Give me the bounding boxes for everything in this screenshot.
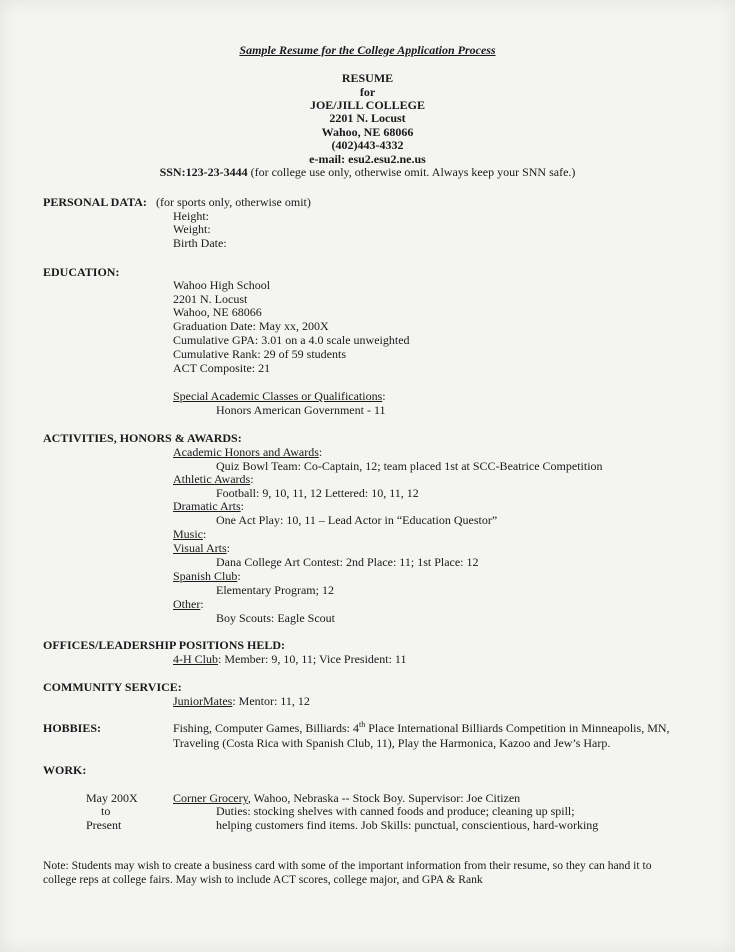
page-title: Sample Resume for the College Application Process bbox=[239, 43, 496, 57]
header-ssn-line bbox=[0, 165, 735, 179]
hobbies-sup: th bbox=[359, 720, 366, 729]
work-duties2: helping customers find items. Job Skills: punctual, conscientious, hard-working bbox=[216, 818, 599, 832]
personal-note: (for sports only, otherwise omit) bbox=[156, 195, 311, 209]
education-rank: Cumulative Rank: 29 of 59 students bbox=[173, 347, 346, 361]
club-label: 4-H Club bbox=[173, 652, 218, 666]
work-date-start: May 200X bbox=[86, 791, 138, 805]
education-heading: EDUCATION: bbox=[43, 265, 120, 279]
offices-row bbox=[173, 652, 406, 666]
spanish-colon: : bbox=[237, 569, 241, 583]
education-special-item: Honors American Government - 11 bbox=[216, 403, 386, 417]
club-item: : Member: 9, 10, 11; Vice President: 11 bbox=[218, 652, 407, 666]
academic-item: Quiz Bowl Team: Co-Captain, 12; team placed 1st at SCC-Beatrice Competition bbox=[216, 459, 603, 473]
education-addr2: Wahoo, NE 68066 bbox=[173, 305, 262, 319]
header-address2: Wahoo, NE 68066 bbox=[321, 125, 414, 139]
spanish-row bbox=[173, 569, 241, 583]
athletic-colon: : bbox=[250, 472, 254, 486]
personal-heading: PERSONAL DATA: bbox=[43, 195, 147, 209]
dramatic-row bbox=[173, 499, 244, 513]
work-date-to: to bbox=[101, 804, 111, 818]
header-email: e-mail: esu2.esu2.ne.us bbox=[309, 152, 426, 166]
other-colon: : bbox=[200, 597, 204, 611]
personal-birth: Birth Date: bbox=[173, 236, 227, 250]
dramatic-item: One Act Play: 10, 11 – Lead Actor in “Education Questor” bbox=[216, 513, 498, 527]
music-colon: : bbox=[203, 527, 207, 541]
note-line2: college reps at college fairs. May wish to include ACT scores, college major, and GPA & Rank bbox=[43, 873, 483, 886]
education-school: Wahoo High School bbox=[173, 278, 271, 292]
athletic-item: Football: 9, 10, 11, 12 Lettered: 10, 11, 12 bbox=[216, 486, 419, 500]
special-label: Special Academic Classes or Qualifications bbox=[173, 389, 383, 403]
other-row bbox=[173, 597, 204, 611]
hobbies-heading: HOBBIES: bbox=[43, 721, 102, 735]
spanish-item: Elementary Program; 12 bbox=[216, 583, 334, 597]
work-employer-line bbox=[173, 791, 520, 805]
work-heading: WORK: bbox=[43, 763, 87, 777]
athletic-label: Athletic Awards bbox=[173, 472, 251, 486]
visual-label: Visual Arts bbox=[173, 541, 227, 555]
dramatic-colon: : bbox=[240, 499, 244, 513]
offices-heading: OFFICES/LEADERSHIP POSITIONS HELD: bbox=[43, 638, 286, 652]
athletic-row bbox=[173, 472, 254, 486]
special-colon: : bbox=[382, 389, 386, 403]
hobbies-text-b: Place International Billiards Competition in Minneapolis, MN, bbox=[365, 721, 670, 735]
personal-height: Height: bbox=[173, 209, 209, 223]
ssn-note: (for college use only, otherwise omit. Always keep your SNN safe.) bbox=[247, 165, 576, 179]
activities-heading: ACTIVITIES, HONORS & AWARDS: bbox=[43, 431, 242, 445]
education-act: ACT Composite: 21 bbox=[173, 361, 271, 375]
other-item: Boy Scouts: Eagle Scout bbox=[216, 611, 335, 625]
education-addr1: 2201 N. Locust bbox=[173, 292, 248, 306]
academic-colon: : bbox=[318, 445, 323, 459]
visual-item: Dana College Art Contest: 2nd Place: 11; 1st Place: 12 bbox=[216, 555, 479, 569]
music-label: Music bbox=[173, 527, 203, 541]
education-grad: Graduation Date: May xx, 200X bbox=[173, 319, 329, 333]
music-row bbox=[173, 527, 206, 541]
work-employer: Corner Grocery bbox=[173, 791, 248, 805]
community-label: JuniorMates bbox=[173, 694, 233, 708]
other-label: Other bbox=[173, 597, 201, 611]
header-resume: RESUME bbox=[341, 71, 394, 85]
header-address1: 2201 N. Locust bbox=[329, 111, 406, 125]
hobbies-text-a: Fishing, Computer Games, Billiards: 4 bbox=[173, 721, 359, 735]
hobbies-line1 bbox=[173, 721, 670, 735]
education-special bbox=[173, 389, 386, 403]
note-line1: Note: Students may wish to create a business card with some of the important information from their resume, so they can hand it to bbox=[43, 859, 652, 872]
ssn-value: SSN:123-23-3444 bbox=[159, 165, 248, 179]
education-gpa: Cumulative GPA: 3.01 on a 4.0 scale unweighted bbox=[173, 333, 410, 347]
header-name: JOE/JILL COLLEGE bbox=[309, 98, 426, 112]
academic-row bbox=[173, 445, 322, 459]
community-heading: COMMUNITY SERVICE: bbox=[43, 680, 182, 694]
dramatic-label: Dramatic Arts bbox=[173, 499, 241, 513]
spanish-label: Spanish Club bbox=[173, 569, 238, 583]
community-row bbox=[173, 694, 310, 708]
work-date-end: Present bbox=[86, 818, 122, 832]
visual-row bbox=[173, 541, 230, 555]
personal-weight: Weight: bbox=[173, 222, 211, 236]
header-for: for bbox=[359, 85, 376, 99]
visual-colon: : bbox=[226, 541, 230, 555]
hobbies-line2: Traveling (Costa Rica with Spanish Club, 11), Play the Harmonica, Kazoo and Jew’s Harp. bbox=[173, 736, 611, 750]
academic-label: Academic Honors and Awards bbox=[173, 445, 319, 459]
header-phone: (402)443-4332 bbox=[331, 138, 404, 152]
community-item: : Mentor: 11, 12 bbox=[232, 694, 310, 708]
work-employer-rest: , Wahoo, Nebraska -- Stock Boy. Supervisor: Joe Citizen bbox=[247, 791, 521, 805]
work-duties: Duties: stocking shelves with canned foods and produce; cleaning up spill; bbox=[216, 804, 575, 818]
